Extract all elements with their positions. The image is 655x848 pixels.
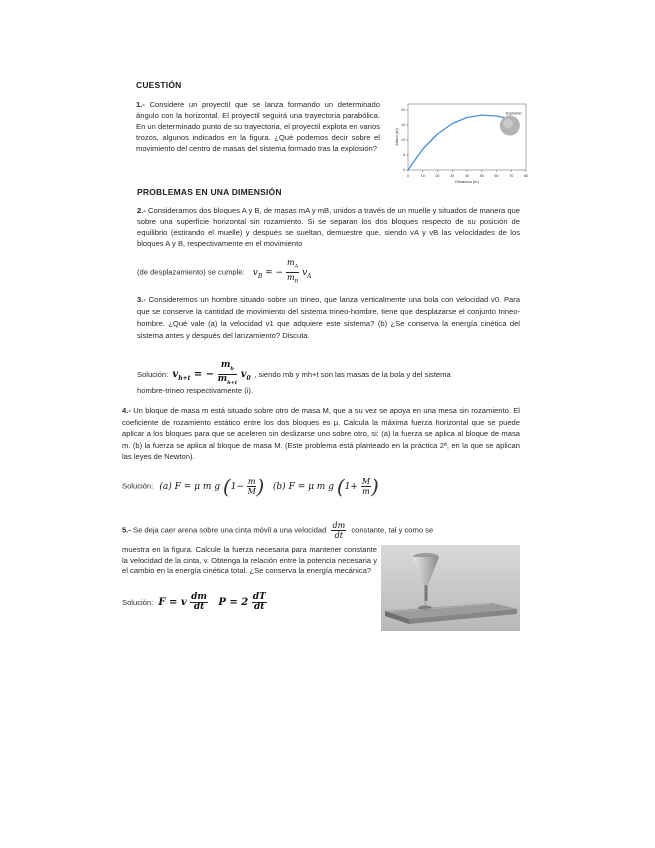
p4-plus: + (350, 481, 358, 492)
p5-rate-den: dt (334, 531, 343, 540)
p5-f1-eq: = v (168, 597, 187, 608)
problem-5-text-b: constante, tal y como se (351, 525, 434, 535)
problem-4-solution-label: Solución: (122, 481, 154, 491)
problem-2 (137, 205, 520, 249)
problem-3-solution (137, 361, 451, 388)
p4-sol-a-lhs: F (174, 481, 181, 492)
p5-f2-num: dT (252, 592, 266, 602)
problem-4-text: Un bloque de masa m está situado sobre otro de masa M, que a su vez se apoya en una mesa sin rozamiento. El coeficiente de rozamiento estático entre los dos bloques es μ. Calcula la máxima fuerza horizontal que se puede aplicar a los bloques para que se aceleren sin deslizarse uno sobre otro, si: (a) la fuerza se aplica al bloque de masa m. (b) la fuerza se aplica al bloque de masa M. (Este problema está planteado en la práctica 2ª, en la que se aplican las leyes de Newton). (122, 406, 520, 461)
problem-5-text-c: muestra en la figura. Calcule la fuerza necesaria para mantener constante la velocidad de la cinta, v. Obtenga la relación entre la potencia necesaria y el cambio en la energía cinética total. ¿Se conserva la energía mecánica? (122, 545, 377, 575)
header-title: CUESTIÓN (136, 80, 182, 90)
y-tick-label: 5 (403, 153, 405, 158)
x-tick-label: 30 (450, 174, 455, 178)
problem-3 (137, 294, 520, 342)
p2-formula-rhs-sub: A (307, 272, 312, 280)
problem-4 (122, 405, 520, 463)
x-tick-label: 10 (420, 174, 425, 178)
problem-4-number: 4.- (122, 406, 131, 415)
problem-5-solution-label: Solución: (122, 598, 154, 607)
x-tick-label: 60 (494, 174, 499, 178)
p5-f1-lhs: F (158, 597, 166, 608)
problem-5-text-a: Se deja caer arena sobre una cinta móvil a una velocidad (133, 525, 327, 535)
p2-formula-rhs: v (302, 267, 308, 278)
x-tick-label: 20 (435, 174, 440, 178)
x-tick-label: 50 (479, 174, 484, 178)
sand-conveyor-photo (381, 545, 520, 631)
p4-minus: − (236, 481, 245, 492)
problem-3-text: Consideremos un hombre situado sobre un trineo, que lanza verticalmente una bola con velocidad v0. Para que se conserve la cantidad de movimiento del sistema trineo-hombre, tiene que desplazarse el conjunto trineo-hombre. ¿Qué vale (a) la velocidad v1 que adquiere este sistema? (b) ¿Se conserva la energía cinética del sistema antes y después del lanzamiento? Discuta. (137, 295, 520, 340)
problem-3-solution-tail: , siendo mb y mh+t son las masas de la bola y del sistema (254, 369, 451, 379)
p5-rate-num: dm (332, 521, 346, 530)
p4-sol-a-prefix: (a) (159, 481, 172, 492)
trajectory-plot (394, 98, 532, 190)
question-1-number: 1.- (136, 100, 145, 109)
p5-f1-den: dt (193, 602, 205, 612)
p4-one-b: 1 (344, 481, 351, 492)
p3-formula-num: m (220, 360, 231, 370)
problem-3-solution-line2: hombre-trineo respectivamente (i). (137, 386, 254, 395)
p2-formula-num-sub: A (294, 263, 299, 270)
explosion-label: Explosión (505, 111, 522, 116)
p3-formula-num-sub: b (230, 365, 234, 372)
p3-formula-lhs: v (172, 368, 179, 380)
p2-formula-den: m (286, 272, 295, 282)
question-1 (136, 99, 380, 154)
p2-formula-den-sub: B (294, 278, 299, 285)
p3-formula-rhs-sub: 0 (246, 374, 251, 382)
y-tick-label: 15 (401, 123, 405, 128)
p4-sol-a-mid: = μ m g (183, 481, 221, 492)
problem-4-solution: Solución: (a) F = μ m g (1− $\frac{m}{M}$ ) (b) F = μ m g (1+ $\frac{M}{m}$ ) (122, 474, 379, 498)
p4-sol-b-mid: = μ m g (297, 481, 334, 492)
problem-5-solution (122, 593, 267, 612)
p5-f2-den: dt (254, 602, 265, 612)
trajectory-line (408, 115, 504, 170)
p3-formula-lhs-sub: h+t (178, 374, 191, 382)
problem-2-number: 2.- (137, 206, 146, 215)
y-axis-label: Altura (m) (394, 128, 399, 146)
p5-f2-eq: = 2 (229, 597, 249, 608)
problem-3-solution-label: Solución: (137, 369, 169, 379)
problem-5-number: 5.- (122, 525, 131, 535)
section-title: PROBLEMAS EN UNA DIMENSIÓN (137, 187, 282, 197)
p3-formula-eq: = − (193, 368, 215, 380)
p3-formula-den: m (217, 373, 228, 384)
p4-sol-b-lhs: F (288, 481, 295, 492)
p4-one-a: 1 (230, 481, 237, 492)
question-1-text: Considere un proyectil que se lanza formando un determinado ángulo con la horizontal. El proyectil seguirá una trayectoria parabólica. En un determinado punto de su trayectoria, el proyectil explota en varios trozos, algunos indicados en la figura. ¿Qué podemos decir sobre el movimiento del centro de masas del sistema formado tras la explosión? (136, 100, 380, 153)
p2-formula-eq: = − (265, 267, 284, 278)
y-tick-label: 0 (403, 168, 405, 173)
x-axis-label: Distancia (m) (455, 179, 479, 184)
p4-sol-a-den: M (247, 486, 256, 496)
problem-2-result-label: (de desplazamiento) se cumple: (137, 267, 245, 277)
y-tick-label: 20 (401, 108, 405, 113)
p2-formula-lhs-sub: B (257, 272, 263, 280)
p4-sol-a-num: m (247, 476, 256, 486)
x-tick-label: 0 (407, 174, 409, 178)
problem-2-text: Consideramos dos bloques A y B, de masas mA y mB, unidos a través de un muelle y situados de manera que sobre una superficie horizontal sin rozamiento. Si se separan los dos bloques respecto de su posición de equilibrio (estirando el muelle) y después se sueltan, demuestre que, siendo vA y vB las velocidades de los bloques A y B, respectivamente en el movimiento (137, 206, 520, 248)
p4-sol-b-prefix: (b) (272, 481, 286, 492)
p2-formula-lhs: v (252, 267, 258, 278)
p5-f1-num: dm (191, 592, 207, 602)
problem-5-line1 (122, 521, 433, 540)
p3-formula-den-sub: h+t (227, 379, 238, 386)
p4-sol-b-den: m (362, 486, 370, 496)
p5-f2-lhs: P (218, 597, 226, 608)
p2-formula-num: m (286, 258, 295, 267)
y-tick-label: 10 (401, 138, 405, 143)
x-tick-label: 40 (465, 174, 469, 178)
p3-formula-rhs: v (240, 368, 247, 380)
problem-2-result (137, 258, 312, 286)
problem-3-number: 3.- (137, 295, 146, 304)
p4-sol-b-num: M (361, 476, 371, 486)
x-tick-label: 70 (509, 174, 514, 178)
explosion-core (503, 119, 513, 129)
x-tick-label: 80 (524, 174, 528, 178)
